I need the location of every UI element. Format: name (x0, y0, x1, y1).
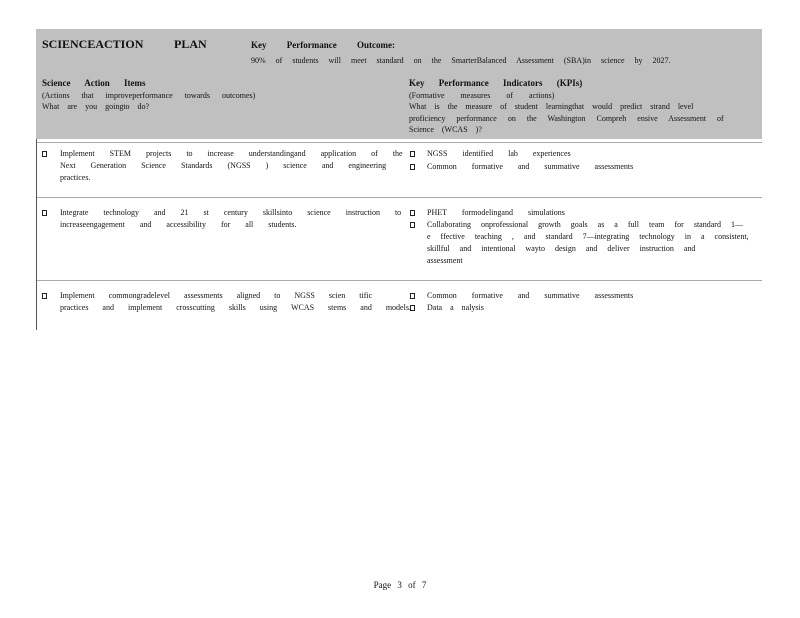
plan-title: SCIENCEACTION (42, 37, 144, 51)
right-sub-2: What is the measure of student learningthat would predict strand level (409, 102, 694, 111)
kpi-item (427, 148, 571, 160)
right-sub-4: Science (WCAS )? (409, 125, 482, 134)
action-line: practices. (60, 173, 91, 182)
kpi-item (427, 302, 484, 314)
kpi-line: PHET formodelingand simulations (427, 208, 565, 217)
bullet-icon (410, 210, 415, 216)
kpi-item (427, 290, 633, 302)
page-number: Page 3 of 7 (373, 580, 427, 590)
bullet-icon (42, 210, 47, 216)
kpi-item (427, 161, 633, 173)
right-sub-3: proficiency performance on the Washington Compreh ensive Assessment of (409, 114, 724, 123)
row-divider (37, 197, 762, 198)
kpi-item (427, 207, 565, 219)
kpi-line: e ffective teaching , and standard 7—integrating technology in a consistent, (427, 232, 749, 241)
bullet-icon (410, 222, 415, 228)
bullet-icon (410, 151, 415, 157)
left-heading: Science Action Items (42, 78, 146, 88)
left-sub-2: What are you goingto do? (42, 102, 150, 111)
action-line: increaseengagement and accessibility for all students. (60, 220, 297, 229)
bullet-icon (410, 293, 415, 299)
action-line: practices and implement crosscutting skills using WCAS stems and models. (60, 303, 411, 312)
bullet-icon (410, 305, 415, 311)
action-item-3 (60, 290, 411, 314)
kpo-text: 90% of students will meet standard on the SmarterBalanced Assessment (SBA)in science by 2027. (251, 56, 671, 65)
action-line: Next Generation Science Standards (NGSS ) science and engineering (60, 161, 387, 170)
action-line: Implement commongradelevel assessments aligned to NGSS scien tific (60, 291, 373, 300)
table-left-border (36, 139, 37, 330)
kpi-line: Common formative and summative assessments (427, 291, 634, 300)
action-line: Implement STEM projects to increase understandingand application of the (60, 149, 403, 158)
bullet-icon (42, 293, 47, 299)
bullet-icon (410, 164, 415, 170)
kpi-line: Data a nalysis (427, 303, 484, 312)
left-sub-1: (Actions that improveperformance towards outcomes) (42, 91, 256, 100)
right-sub-1: (Formative measures of actions) (409, 91, 555, 100)
kpi-line: assessment (427, 256, 463, 265)
row-divider (37, 142, 762, 143)
action-item-2 (60, 207, 401, 231)
plan-title-word: PLAN (174, 37, 207, 51)
action-item-1 (60, 148, 403, 184)
kpi-line: Collaborating onprofessional growth goals as a full team for standard 1— (427, 220, 743, 229)
kpi-line: skillful and intentional wayto design and deliver instruction and (427, 244, 696, 253)
right-heading: Key Performance Indicators (KPIs) (409, 78, 583, 88)
action-line: Integrate technology and 21 st century skillsinto science instruction to (60, 208, 402, 217)
kpi-line: NGSS identified lab experiences (427, 149, 571, 158)
bullet-icon (42, 151, 47, 157)
kpi-line: Common formative and summative assessments (427, 162, 634, 171)
kpi-item (427, 219, 749, 267)
row-divider (37, 280, 762, 281)
kpo-label: Key Performance Outcome: (251, 40, 395, 50)
